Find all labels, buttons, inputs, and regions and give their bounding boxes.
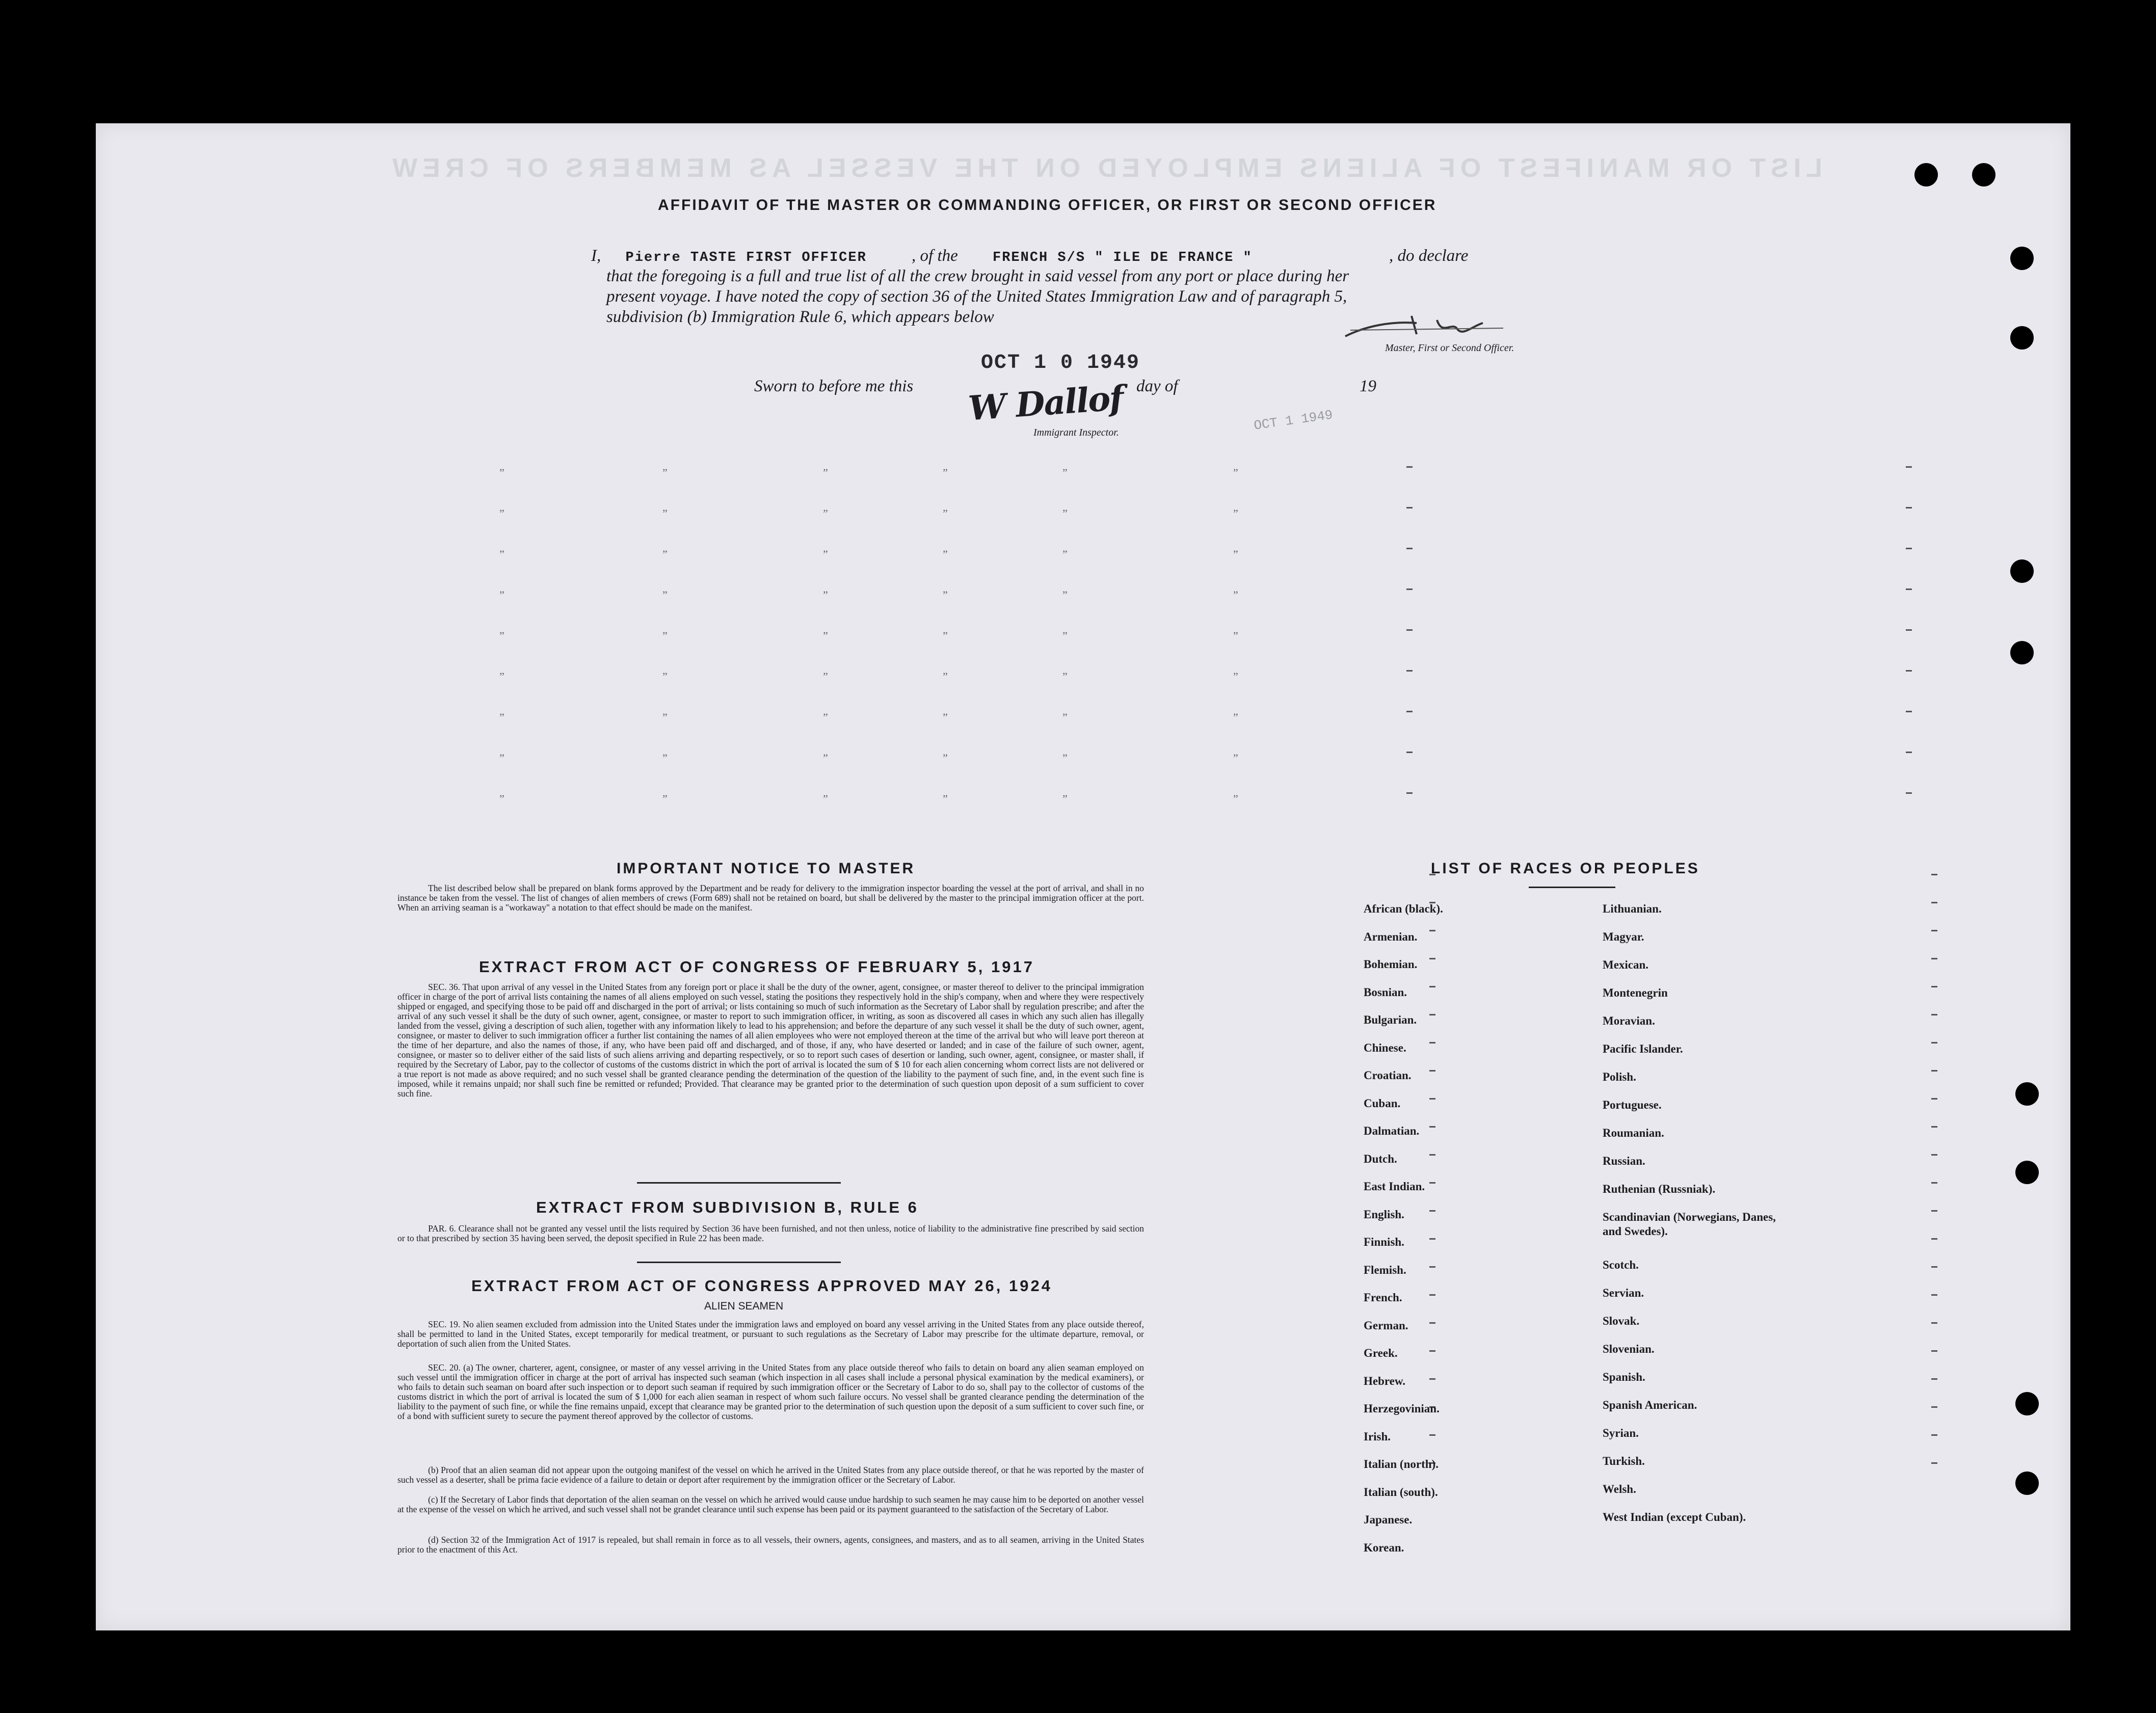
race-item: Lithuanian. [1603, 902, 1662, 915]
ditto-mark [1406, 507, 1413, 508]
ditto-mark [1906, 629, 1912, 631]
ditto-mark: ” [1062, 548, 1068, 560]
race-item: Hebrew. [1364, 1374, 1405, 1387]
ditto-mark: ” [943, 588, 948, 601]
punch-hole [2015, 1471, 2039, 1495]
race-item: Bosnian. [1364, 985, 1407, 999]
officer-signature [1335, 306, 1539, 346]
declaration-i: I, [591, 247, 601, 265]
race-item: Montenegrin [1603, 986, 1668, 999]
ditto-mark: ” [662, 507, 668, 520]
race-item: Dalmatian. [1364, 1125, 1420, 1137]
ditto-mark [1931, 1350, 1937, 1352]
punch-hole [1972, 163, 1995, 186]
races-title-underline [1529, 887, 1615, 888]
extract-1917-title: EXTRACT FROM ACT OF CONGRESS OF FEBRUARY 5, 1917 [479, 958, 1034, 976]
ditto-mark [1931, 986, 1937, 987]
ditto-mark: ” [1233, 670, 1238, 683]
ditto-mark [1931, 1182, 1937, 1184]
ditto-mark [1906, 711, 1912, 712]
ditto-mark: ” [662, 548, 668, 560]
divider-2 [637, 1262, 841, 1263]
ditto-mark [1406, 548, 1413, 549]
ditto-mark [1429, 1322, 1435, 1324]
ditto-mark [1931, 1154, 1937, 1156]
ditto-mark: ” [1062, 752, 1068, 764]
ditto-mark: ” [943, 792, 948, 805]
ditto-mark [1931, 1238, 1937, 1240]
race-item: Cuban. [1364, 1096, 1401, 1110]
race-item: Greek. [1364, 1347, 1398, 1359]
ditto-mark: ” [1233, 548, 1238, 560]
vessel-name: FRENCH S/S " ILE DE FRANCE " [993, 250, 1253, 265]
ditto-mark: ” [1233, 752, 1238, 764]
date-stamp: OCT 1 0 1949 [981, 352, 1140, 374]
ditto-mark: ” [1062, 792, 1068, 805]
ditto-mark [1931, 1378, 1937, 1380]
ditto-mark: ” [1062, 629, 1068, 642]
ditto-mark: ” [823, 670, 828, 683]
ditto-mark: ” [1062, 670, 1068, 683]
ditto-mark [1429, 1238, 1435, 1240]
ditto-mark: ” [943, 629, 948, 642]
ditto-mark [1931, 874, 1937, 875]
ditto-mark: ” [823, 711, 828, 724]
sec-20a-text: SEC. 20. (a) The owner, charterer, agent, consignee, or master of any vessel arriving in the United States from any place outside thereof who fails to detain on board any alien seaman employed on such vessel until the immigration officer in charge at the port of arrival has inspected such seaman (which inspection in all cases shall include a personal physical examination by the medical examiners), or who fails to detain such seaman on board after such inspection or to deport such seaman if required by such immigration officer or the Secretary of Labor to do so, shall pay to the collector of customs of the customs district in which the port of arrival is located the sum of $ 1,000 for each alien seaman in respect of whom such failure occurs. No vessel shall be granted clearance pending the determination of the liability to the payment of such fine, or while the fine remains unpaid, except that clearance may be granted prior to the determination of such question upon the deposit of a sum sufficient to cover such fine, or of a bond with sufficient surety to secure the payment thereof approved by the collector of customs. [397, 1362, 1144, 1421]
ditto-mark: ” [662, 792, 668, 805]
ditto-mark [1406, 629, 1413, 631]
race-item: Magyar. [1603, 930, 1644, 943]
year-prefix: 19 [1360, 377, 1376, 395]
day-of-label: day of [1136, 377, 1178, 395]
ditto-mark [1906, 548, 1912, 549]
divider-1 [637, 1182, 841, 1184]
ditto-mark [1931, 1014, 1937, 1015]
race-item: Armenian. [1364, 930, 1418, 943]
race-item: Slovenian. [1603, 1342, 1655, 1355]
ditto-mark: ” [662, 752, 668, 764]
ditto-mark [1429, 1378, 1435, 1380]
ditto-mark [1931, 958, 1937, 959]
race-item: Syrian. [1603, 1426, 1639, 1439]
ditto-mark: ” [499, 711, 504, 724]
ditto-mark [1906, 588, 1912, 590]
ditto-mark [1429, 1042, 1435, 1043]
race-item: African (black). [1364, 902, 1443, 915]
ditto-mark [1429, 1014, 1435, 1015]
race-item: East Indian. [1364, 1180, 1425, 1193]
signer-caption: Master, First or Second Officer. [1385, 342, 1514, 354]
bleed-through-header: LIST OR MANIFEST OF ALIENS EMPLOYED ON THE VESSEL AS MEMBERS OF CREW [387, 153, 1822, 183]
ditto-mark [1931, 1070, 1937, 1072]
race-item: Turkish. [1603, 1454, 1645, 1467]
ditto-mark: ” [1233, 711, 1238, 724]
race-item: Scotch. [1603, 1258, 1639, 1271]
ditto-mark: ” [823, 466, 828, 479]
race-item: English. [1364, 1208, 1404, 1221]
sec-19-text: SEC. 19. No alien seamen excluded from admission into the United States under the immigration laws and employed on board any vessel arriving in the United States from any place outside thereof, shall be permitted to land in the United States, except temporarily for medical treatment, or pursuant to such regulations as the Secretary of Labor may prescribe for the ultimate departure, removal, or deportation of such alien from the United States. [397, 1319, 1144, 1349]
ditto-mark: ” [1233, 588, 1238, 601]
ditto-mark [1906, 670, 1912, 672]
ditto-mark [1429, 986, 1435, 987]
race-item: Bulgarian. [1364, 1013, 1417, 1026]
ditto-mark: ” [943, 548, 948, 560]
race-item: Flemish. [1364, 1263, 1406, 1276]
ditto-mark: ” [1233, 629, 1238, 642]
punch-hole [2010, 326, 2034, 350]
ditto-mark: ” [499, 588, 504, 601]
declaration-line-2: that the foregoing is a full and true list of all the crew brought in said vessel from any port or place during her [606, 267, 1349, 285]
sec-20c-text: (c) If the Secretary of Labor finds that deportation of the alien seaman on the vessel on which he arrived would cause undue hardship to such seamen he may cause him to be deported on another vessel at the expense of the vessel on which he arrived, and such vessel shall not be grandet clearance until such expense has been paid or its payment guaranteed to the satisfaction of the Secretary of Labor. [397, 1494, 1144, 1514]
inspector-signature: W Dallof [967, 378, 1125, 429]
ditto-mark [1429, 1350, 1435, 1352]
race-item: Moravian. [1603, 1014, 1655, 1027]
affidavit-title: AFFIDAVIT OF THE MASTER OR COMMANDING OFFICER, OR FIRST OR SECOND OFFICER [658, 197, 1437, 213]
race-item: Finnish. [1364, 1236, 1404, 1248]
declaration-line-1 [591, 246, 1468, 268]
inspector-caption: Immigrant Inspector. [1033, 427, 1119, 438]
race-item: Japanese. [1364, 1513, 1413, 1526]
punch-hole [2010, 641, 2034, 664]
punch-hole [2010, 247, 2034, 270]
ditto-mark [1931, 1210, 1937, 1212]
race-item: Spanish. [1603, 1370, 1645, 1383]
race-item: Polish. [1603, 1070, 1636, 1083]
race-item: Herzegovinian. [1364, 1402, 1440, 1415]
ditto-mark: ” [943, 670, 948, 683]
race-item: Croatian. [1364, 1069, 1412, 1082]
ditto-mark: ” [823, 588, 828, 601]
race-item: Roumanian. [1603, 1127, 1664, 1139]
sec-20b-text: (b) Proof that an alien seaman did not appear upon the outgoing manifest of the vessel on which he arrived in the United States from any place outside thereof, or that he was reported by the master of such vessel as a deserter, shall be prima facie evidence of a failure to detain or deport after requirement by the immigration officer or the Secretary of Labor. [397, 1465, 1144, 1485]
ditto-mark: ” [662, 466, 668, 479]
ditto-mark: ” [499, 752, 504, 764]
ditto-mark: ” [1233, 466, 1238, 479]
ditto-mark [1906, 507, 1912, 508]
race-item: Italian (south). [1364, 1485, 1438, 1498]
ditto-mark: ” [823, 752, 828, 764]
ditto-mark [1931, 1042, 1937, 1043]
ditto-mark [1429, 1294, 1435, 1296]
rule-6-text: PAR. 6. Clearance shall not be granted any vessel until the lists required by Section 36 have been furnished, and not then unless, notice of liability to the administrative fine prescribed by said section or to that prescribed by section 35 having been served, the deposit specified in Rule 22 has been made. [397, 1223, 1144, 1243]
race-item: Korean. [1364, 1541, 1404, 1554]
sworn-before-label: Sworn to before me this [754, 377, 914, 395]
race-item: Scandinavian (Norwegians, Danes, and Swedes). [1603, 1211, 1776, 1238]
ditto-mark [1906, 792, 1912, 794]
alien-seamen-subtitle: ALIEN SEAMEN [704, 1300, 784, 1312]
ditto-mark [1931, 1126, 1937, 1128]
punch-hole [2015, 1161, 2039, 1184]
ditto-mark: ” [1233, 792, 1238, 805]
ditto-mark: ” [943, 507, 948, 520]
ditto-mark [1931, 930, 1937, 931]
ditto-mark [1931, 902, 1937, 903]
ditto-mark: ” [499, 548, 504, 560]
race-item: Bohemian. [1364, 958, 1418, 971]
ditto-mark: ” [662, 670, 668, 683]
ditto-mark [1429, 1182, 1435, 1184]
races-title: LIST OF RACES OR PEOPLES [1431, 860, 1700, 877]
ditto-mark [1406, 670, 1413, 672]
ditto-mark: ” [943, 466, 948, 479]
ditto-mark: ” [1062, 507, 1068, 520]
race-item: Chinese. [1364, 1041, 1406, 1054]
race-item: Mexican. [1603, 958, 1649, 971]
ditto-mark [1429, 1266, 1435, 1268]
ditto-mark: ” [1233, 507, 1238, 520]
race-item: Dutch. [1364, 1152, 1397, 1165]
ditto-mark: ” [1062, 466, 1068, 479]
ditto-mark: ” [499, 629, 504, 642]
do-declare-label: , do declare [1389, 247, 1469, 265]
ditto-mark: ” [662, 711, 668, 724]
ditto-mark [1429, 1210, 1435, 1212]
ditto-mark [1931, 1322, 1937, 1324]
ditto-mark: ” [499, 466, 504, 479]
punch-hole [2015, 1082, 2039, 1106]
ditto-mark [1931, 1406, 1937, 1408]
punch-hole [2015, 1392, 2039, 1415]
ditto-mark: ” [1062, 588, 1068, 601]
ditto-mark: ” [823, 629, 828, 642]
ditto-mark [1429, 1434, 1435, 1436]
ditto-mark [1931, 1098, 1937, 1100]
ditto-mark [1429, 1126, 1435, 1128]
ditto-mark [1429, 958, 1435, 959]
rule-6-title: EXTRACT FROM SUBDIVISION B, RULE 6 [536, 1198, 919, 1216]
officer-name: Pierre TASTE FIRST OFFICER [625, 250, 867, 265]
ditto-mark [1406, 466, 1413, 468]
race-item: Italian (north). [1364, 1458, 1439, 1470]
ditto-mark [1906, 466, 1912, 468]
ditto-mark [1429, 1154, 1435, 1156]
ditto-mark: ” [943, 752, 948, 764]
ditto-mark [1931, 1462, 1937, 1464]
ditto-mark: ” [823, 507, 828, 520]
race-item: Ruthenian (Russniak). [1603, 1183, 1716, 1195]
race-item: Welsh. [1603, 1482, 1636, 1495]
punch-hole [1914, 163, 1938, 186]
ditto-mark: ” [662, 629, 668, 642]
race-item: Slovak. [1603, 1314, 1640, 1327]
race-item: West Indian (except Cuban). [1603, 1510, 1746, 1523]
race-item: Irish. [1364, 1430, 1391, 1443]
ditto-mark [1429, 930, 1435, 931]
ditto-mark [1406, 752, 1413, 753]
ditto-mark: ” [943, 711, 948, 724]
declaration-line-4: subdivision (b) Immigration Rule 6, which appears below [606, 308, 994, 326]
notice-text: The list described below shall be prepared on blank forms approved by the Department and be ready for delivery to the immigration inspector boarding the vessel at the port of arrival, and shall in no instance be taken from the vessel. The list of changes of alien members of crews (Form 689) shall not be retained on board, but shall be delivered by the master to the principal immigration officer at the port. When an arriving seaman is a "workaway" a notation to that effect should be made on the manifest. [397, 883, 1144, 913]
race-item: German. [1364, 1319, 1408, 1332]
race-item: French. [1364, 1291, 1402, 1304]
ditto-mark [1406, 588, 1413, 590]
of-the-label: , of the [912, 247, 958, 265]
ditto-mark: ” [1062, 711, 1068, 724]
race-item: Servian. [1603, 1286, 1644, 1299]
ditto-mark: ” [823, 548, 828, 560]
ditto-mark: ” [499, 507, 504, 520]
ditto-mark: ” [499, 670, 504, 683]
race-item: Portuguese. [1603, 1099, 1662, 1111]
ditto-mark [1429, 1070, 1435, 1072]
race-item: Russian. [1603, 1155, 1645, 1167]
punch-hole [2010, 559, 2034, 583]
ditto-mark [1931, 1434, 1937, 1436]
race-item: Pacific Islander. [1603, 1042, 1683, 1055]
ditto-mark [1406, 711, 1413, 712]
ditto-mark [1931, 1294, 1937, 1296]
declaration-line-3: present voyage. I have noted the copy of section 36 of the United States Immigration Law and of paragraph 5, [606, 287, 1347, 306]
notice-title: IMPORTANT NOTICE TO MASTER [617, 860, 916, 877]
ditto-mark [1406, 792, 1413, 794]
ditto-mark [1429, 1098, 1435, 1100]
ditto-mark: ” [823, 792, 828, 805]
section-36-text: SEC. 36. That upon arrival of any vessel in the United States from any foreign port or place it shall be the duty of the owner, agent, consignee, or master thereof to deliver to the principal immigration officer in charge of the port of arrival lists containing the names of all aliens employed on such vessel, stating the positions they respectively hold in the ship's company, when and where they were respectively shipped or engaged, and specifying those to be paid off and discharged in the port of arrival; or lists containing so much of such information as the Secretary of Labor shall by regulation prescribe; and after the arrival of any such vessel it shall be the duty of such owner, agent, consignee, or master to report to such immigration officer, in writing, as soon as discovered all cases in which any such alien has illegally landed from the vessel, giving a description of such alien, together with any information likely to lead to his apprehension; and before the departure of any such vessel it shall be the duty of such owner, agent, consignee, or master to deliver to such immigration officer a further list containing the names of all alien employees who were not employed thereon at the time of the arrival but who will leave port thereon at the time of her departure, and also the names of those, if any, who have been paid off and discharged, and of those, if any, who have deserted or landed; and in case of the failure of such owner, agent, consignee, or master so to deliver either of the said lists of such aliens arriving and departing respectively, or so to report such cases of desertion or landing, such owner, agent, consignee, or master shall, if required by the Secretary of Labor, pay to the collector of customs of the customs district in which the port of arrival is located the sum of $ 10 for each alien concerning whom correct lists are not delivered or a true report is not made as above required; and no such vessel shall be granted clearance pending the determination of the question of the liability to the payment of such fine, and, in the event such fine is imposed, while it remains unpaid; nor shall such fine be remitted or refunded; Provided. That clearance may be granted prior to the determination of such question upon deposit of a sum sufficient to cover such fine. [397, 982, 1144, 1099]
race-item: Spanish American. [1603, 1398, 1697, 1411]
sec-20d-text: (d) Section 32 of the Immigration Act of 1917 is repealed, but shall remain in force as to all vessels, their owners, agents, consignees, and masters, and as to all seamen, arriving in the United States prior to the enactment of this Act. [397, 1535, 1144, 1555]
ditto-mark: ” [499, 792, 504, 805]
act-1924-title: EXTRACT FROM ACT OF CONGRESS APPROVED MAY 26, 1924 [471, 1277, 1052, 1295]
faint-date-stamp: OCT 1 1949 [1253, 407, 1334, 434]
ditto-mark: ” [662, 588, 668, 601]
ditto-mark [1931, 1266, 1937, 1268]
ditto-mark [1906, 752, 1912, 753]
